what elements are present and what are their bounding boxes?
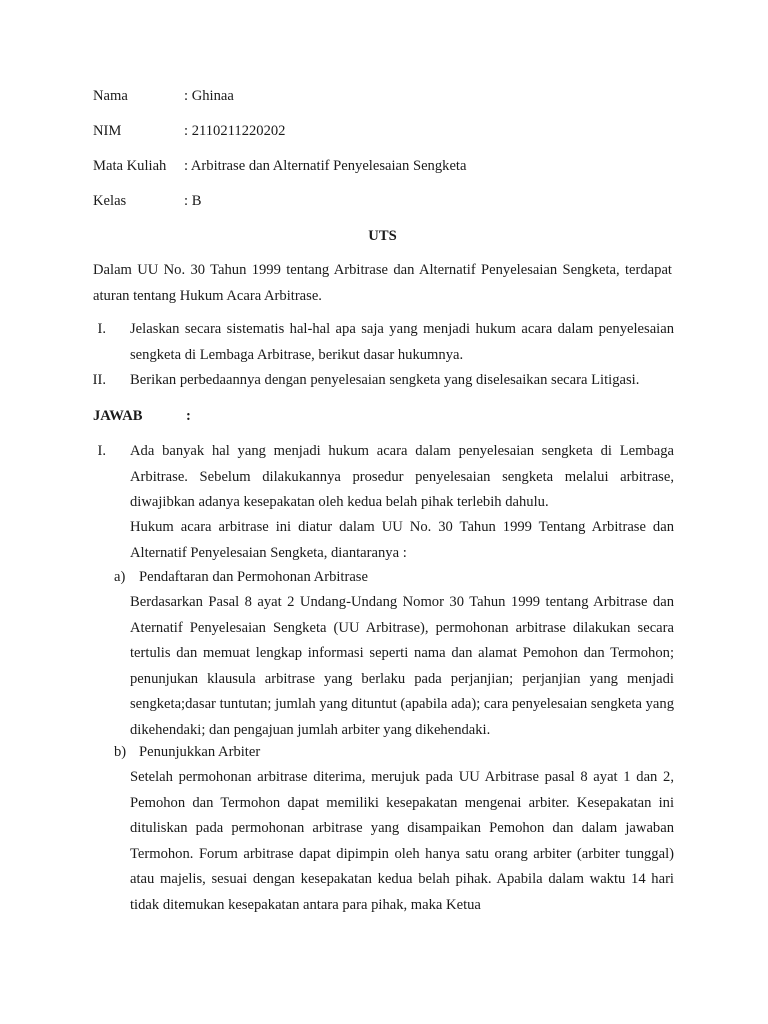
question-1-text: Jelaskan secara sistematis hal-hal apa saja yang menjadi hukum acara dalam penyelesaian sengketa di Lembaga Arbitrase, berikut dasar hukumnya. [130,321,674,363]
intro-paragraph: Dalam UU No. 30 Tahun 1999 tentang Arbitrase dan Alternatif Penyelesaian Sengketa, terdapat aturan tentang Hukum Acara Arbitrase. [93,262,672,304]
jawab-colon: : [186,408,191,424]
kelas-label: Kelas [93,193,127,209]
nim-label: NIM [93,123,122,139]
jawab-heading: JAWAB [93,408,143,424]
document-title: UTS [368,228,397,244]
nama-label: Nama [93,88,128,104]
item-a-heading: Pendaftaran dan Permohonan Arbitrase [139,569,368,585]
matkul-value: : Arbitrase dan Alternatif Penyelesaian Sengketa [184,158,467,174]
kelas-value: : B [184,193,202,209]
item-b-text: Setelah permohonan arbitrase diterima, merujuk pada UU Arbitrase pasal 8 ayat 1 dan 2, Pemohon dan Termohon dapat memiliki kesepakatan mengenai arbiter. Kesepakatan ini dituliskan pada permohonan arbitrase yang disampaikan Pemohon dan dalam jawaban Termohon. Forum arbitrase dapat dipimpin oleh hanya satu orang arbiter (arbiter tunggal) atau majelis, sesuai dengan kesepakatan kedua belah pihak. Apabila dalam waktu 14 hari tidak ditemukan kesepakatan antara para pihak, maka Ketua [130,769,674,913]
question-1-marker: I. [97,321,106,337]
matkul-label: Mata Kuliah [93,158,167,174]
nama-value: : Ghinaa [184,88,234,104]
answer-1-marker: I. [97,443,106,459]
item-b-marker: b) [114,744,127,760]
item-a-marker: a) [114,569,126,585]
nim-value: : 2110211220202 [184,123,286,139]
answer-1-paragraph-2: Hukum acara arbitrase ini diatur dalam UU No. 30 Tahun 1999 Tentang Arbitrase dan Alternatif Penyelesaian Sengketa, diantaranya : [130,519,674,561]
answer-1-paragraph-1: Ada banyak hal yang menjadi hukum acara dalam penyelesaian sengketa di Lembaga Arbitrase. Sebelum dilakukannya prosedur penyelesaian sengketa melalui arbitrase, diwajibkan adanya kesepakatan oleh kedua belah pihak terlebih dahulu. [130,443,674,510]
item-a-text: Berdasarkan Pasal 8 ayat 2 Undang-Undang Nomor 30 Tahun 1999 tentang Arbitrase dan Aternatif Penyelesaian Sengketa (UU Arbitrase), permohonan arbitrase dilakukan secara tertulis dan memuat lengkap informasi seperti nama dan alamat Pemohon dan Termohon; penunjukan klausula arbitrase yang berlaku pada perjanjian; perjanjian yang menjadi sengketa;dasar tuntutan; jumlah yang dituntut (apabila ada); cara penyelesaian sengketa yang dikehendaki; dan pengajuan jumlah arbiter yang dikehendaki. [130,594,674,738]
question-2-text: Berikan perbedaannya dengan penyelesaian sengketa yang diselesaikan secara Litigasi. [130,372,640,388]
item-b-heading: Penunjukkan Arbiter [139,744,261,760]
question-2-marker: II. [92,372,106,388]
